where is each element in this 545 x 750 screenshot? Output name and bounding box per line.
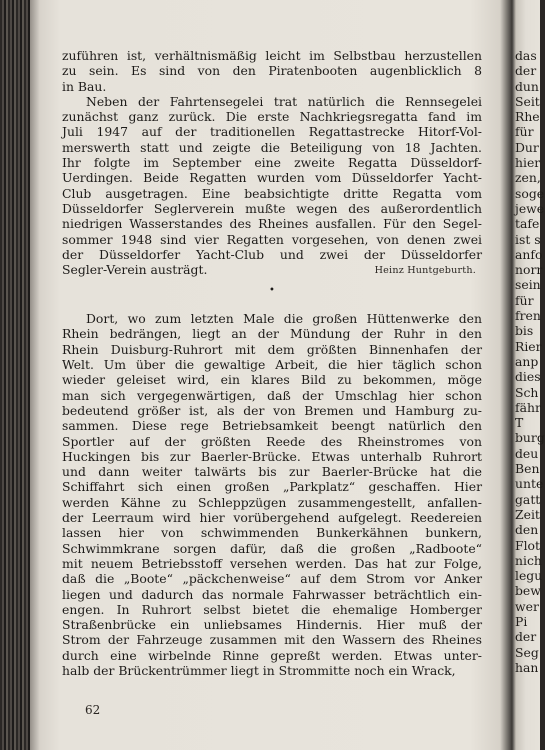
- text-line: sammen. Diese rege Betriebsamkeit beengt natürlich den: [62, 418, 482, 434]
- right-page-line: Sch: [515, 384, 539, 400]
- signature-row: [62, 262, 482, 279]
- text-line: Schwimmkrane sorgen dafür, daß die großen „Radboote“: [62, 540, 482, 556]
- text-line: Club ausgetragen. Eine beabsichtigte dritte Regatta vom: [62, 185, 482, 201]
- text-line: halb der Brückentrümmer liegt in Strommitte noch ein Wrack,: [62, 662, 456, 678]
- left-page-text: [62, 48, 482, 678]
- adjacent-page-fragments: [515, 48, 545, 675]
- right-page-line: tafe: [515, 216, 540, 232]
- paragraph-piratenboote: [62, 48, 482, 94]
- text-line: der Leerraum wird hier vorübergehend aufgelegt. Reedereien: [62, 510, 482, 526]
- right-page-line: dun: [515, 78, 539, 94]
- text-line: daß die „Boote“ „päckchenweise“ auf dem Strom vor Anker: [62, 571, 482, 587]
- right-page-line: Seit: [515, 93, 540, 109]
- text-line: mit neuem Betriebsstoff versehen werden. Das hat zur Folge,: [62, 555, 482, 571]
- right-page-line: Rier: [515, 338, 542, 354]
- text-line: engen. In Ruhrort selbst bietet die ehemalige Homberger: [62, 601, 482, 617]
- text-line: sommer 1948 sind vier Regatten vorgesehen, von denen zwei: [62, 231, 482, 247]
- text-line: man sich vergegenwärtigen, daß der Umschlag hier schon: [62, 387, 482, 403]
- right-page-line: legu: [515, 568, 543, 584]
- right-page-line: der: [515, 629, 537, 645]
- text-line: zunächst ganz zurück. Die erste Nachkriegsregatta fand im: [62, 109, 482, 125]
- right-page-line: hier: [515, 155, 541, 171]
- right-page-line: das: [515, 48, 537, 63]
- right-page-line: für: [515, 292, 534, 308]
- right-page-line: Flot: [515, 537, 540, 553]
- right-page-line: Rhe: [515, 109, 540, 125]
- text-line: merswerth statt und zeigte die Beteiligung von 18 Jachten.: [62, 139, 482, 155]
- text-line: Uerdingen. Beide Regatten wurden vom Düsseldorfer Yacht-: [62, 170, 482, 186]
- text-line: Sportler auf der größten Reede des Rheinstromes von: [62, 433, 482, 449]
- text-line: Welt. Um über die gewaltige Arbeit, die hier täglich schon: [62, 357, 482, 373]
- text-line: Huckingen bis zur Baerler-Brücke. Etwas unterhalb Ruhrort: [62, 448, 482, 464]
- right-page-line: zen,: [515, 170, 541, 186]
- right-page-line: Ben: [515, 461, 540, 477]
- right-page-line: jewe: [515, 200, 545, 216]
- text-line: zu sein. Es sind von den Piratenbooten augenblicklich 8: [62, 63, 482, 79]
- paragraph-duisburg-ruhrort: [62, 311, 482, 678]
- text-line: bedeutend größer ist, als der von Bremen und Hamburg zu-: [62, 402, 482, 418]
- right-page-line: den: [515, 522, 539, 538]
- paragraph-rennsegelei: [62, 94, 482, 262]
- right-page-line: der: [515, 63, 537, 79]
- text-line: Ihr folgte im September eine zweite Regatta Düsseldorf-: [62, 155, 482, 171]
- right-page-line: Pi: [515, 613, 528, 629]
- right-page-line: norr: [515, 262, 543, 278]
- text-line: und dann weiter talwärts bis zur Baerler-Brücke hat die: [62, 464, 482, 480]
- text-line: in Bau.: [62, 78, 107, 94]
- text-line: wieder geleiset wird, ein klares Bild zu bekommen, möge: [62, 372, 482, 388]
- page-number: 62: [85, 703, 101, 717]
- right-page-line: Zeit: [515, 506, 540, 522]
- right-page-line: unte: [515, 476, 544, 492]
- author-signature: Heinz Huntgeburth.: [374, 265, 476, 277]
- right-page-line: für: [515, 124, 534, 140]
- right-page-line: dies: [515, 369, 541, 385]
- text-line: Neben der Fahrtensegelei trat natürlich die Rennsegelei: [86, 93, 482, 109]
- right-page-line: wer: [515, 598, 539, 614]
- text-line: liegen und dadurch das normale Fahrwasser beträchtlich ein-: [62, 586, 482, 602]
- right-page-line: han: [515, 659, 539, 675]
- right-page-line: gatt: [515, 491, 541, 507]
- right-page-line: bis: [515, 323, 534, 339]
- right-page-line: burg: [515, 430, 545, 446]
- right-page-line: ist s: [515, 231, 541, 247]
- text-line: niedrigen Wasserstandes des Rheines ausfallen. Für den Segel-: [62, 216, 482, 232]
- right-page-line: sein: [515, 277, 541, 293]
- text-line: Schiffahrt sich einen großen „Parkplatz“ geschaffen. Hier: [62, 479, 482, 495]
- right-page-line: fren: [515, 308, 541, 324]
- right-page-line: bew: [515, 583, 541, 599]
- text-line: durch eine wirbelnde Rinne gepreßt werden. Etwas unter-: [62, 647, 482, 663]
- right-page-line: anp: [515, 353, 539, 369]
- right-page-line: anfo: [515, 246, 543, 262]
- text-line: Rhein Duisburg-Ruhrort mit dem größten Binnenhafen der: [62, 341, 482, 357]
- right-page-line: deu: [515, 445, 539, 461]
- text-line: zuführen ist, verhältnismäßig leicht im Selbstbau herzustellen: [62, 48, 482, 63]
- text-line: Dort, wo zum letzten Male die großen Hüttenwerke den: [86, 311, 482, 327]
- text-line: lassen hier von schwimmenden Bunkerkähnen bunkern,: [62, 525, 482, 541]
- right-page-line: T: [515, 415, 524, 431]
- text-line: der Düsseldorfer Yacht-Club und zwei der Düsseldorfer: [62, 246, 482, 262]
- book-binding-edge: [0, 0, 30, 750]
- right-page-line: fähr: [515, 399, 541, 415]
- text-line: Düsseldorfer Seglerverein mußte wegen des außerordentlich: [62, 200, 482, 216]
- right-page-line: soge: [515, 185, 545, 201]
- text-line: Rhein bedrängen, liegt an der Mündung der Ruhr in den: [62, 326, 482, 342]
- right-page-line: nich: [515, 552, 542, 568]
- text-line: Straßenbrücke ein unliebsames Hindernis. Hier muß der: [62, 617, 482, 633]
- right-page-line: Dur: [515, 139, 539, 155]
- text-line: werden Kähne zu Schleppzügen zusammengestellt, anfallen-: [62, 494, 482, 510]
- right-page-line: Seg: [515, 644, 539, 660]
- paragraph-last-line: Segler-Verein austrägt.: [62, 262, 208, 278]
- section-separator: •: [269, 285, 275, 297]
- text-line: Strom der Fahrzeuge zusammen mit den Wassern des Rheines: [62, 632, 482, 648]
- text-line: Juli 1947 auf der traditionellen Regattastrecke Hitorf-Vol-: [62, 124, 482, 140]
